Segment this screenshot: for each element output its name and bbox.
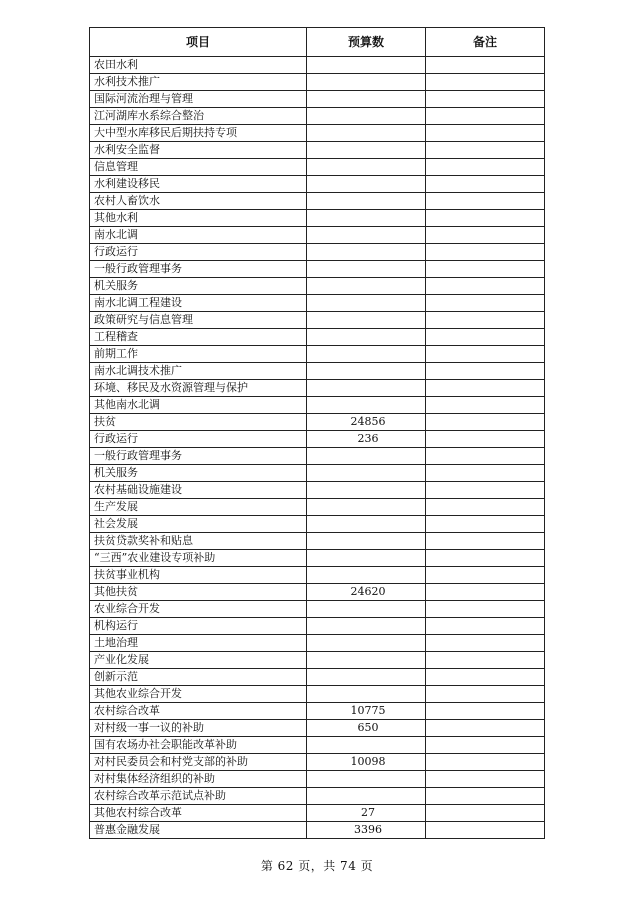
row-item: 农村基础设施建设 <box>90 482 307 499</box>
table-row <box>90 550 545 567</box>
row-item: 机构运行 <box>90 618 307 635</box>
row-item: 对村级一事一议的补助 <box>90 720 307 737</box>
row-budget <box>307 91 426 108</box>
table-row <box>90 567 545 584</box>
row-note <box>426 448 545 465</box>
row-item: 行政运行 <box>90 244 307 261</box>
table-row <box>90 193 545 210</box>
row-budget <box>307 788 426 805</box>
row-note <box>426 805 545 822</box>
row-note <box>426 482 545 499</box>
table-row <box>90 584 545 601</box>
row-item: 其他扶贫 <box>90 584 307 601</box>
row-item: 一般行政管理事务 <box>90 448 307 465</box>
table-row <box>90 533 545 550</box>
row-note <box>426 142 545 159</box>
row-budget: 24620 <box>307 584 426 601</box>
row-budget <box>307 346 426 363</box>
row-note <box>426 397 545 414</box>
row-item: 创新示范 <box>90 669 307 686</box>
row-note <box>426 703 545 720</box>
table-row <box>90 805 545 822</box>
table-row <box>90 227 545 244</box>
row-budget <box>307 125 426 142</box>
row-item: 对村集体经济组织的补助 <box>90 771 307 788</box>
budget-table <box>89 27 545 839</box>
row-note <box>426 261 545 278</box>
row-note <box>426 176 545 193</box>
table-row <box>90 142 545 159</box>
row-note <box>426 584 545 601</box>
row-budget <box>307 363 426 380</box>
row-note <box>426 329 545 346</box>
row-note <box>426 91 545 108</box>
row-note <box>426 108 545 125</box>
table-row <box>90 397 545 414</box>
header-item: 项目 <box>90 28 307 57</box>
row-note <box>426 312 545 329</box>
row-note <box>426 550 545 567</box>
table-row <box>90 601 545 618</box>
row-item: 机关服务 <box>90 278 307 295</box>
row-item: 国际河流治理与管理 <box>90 91 307 108</box>
table-row <box>90 312 545 329</box>
row-item: 农村综合改革示范试点补助 <box>90 788 307 805</box>
table-row <box>90 465 545 482</box>
table-row <box>90 363 545 380</box>
table-row <box>90 771 545 788</box>
row-item: 农田水利 <box>90 57 307 74</box>
row-budget: 24856 <box>307 414 426 431</box>
table-row <box>90 346 545 363</box>
row-note <box>426 669 545 686</box>
row-item: 机关服务 <box>90 465 307 482</box>
row-note <box>426 601 545 618</box>
table-row <box>90 159 545 176</box>
row-item: 扶贫贷款奖补和贴息 <box>90 533 307 550</box>
row-item: 南水北调 <box>90 227 307 244</box>
row-budget <box>307 108 426 125</box>
row-budget <box>307 652 426 669</box>
row-note <box>426 295 545 312</box>
row-item: 其他水利 <box>90 210 307 227</box>
row-item: 农业综合开发 <box>90 601 307 618</box>
row-item: 水利安全监督 <box>90 142 307 159</box>
row-note <box>426 244 545 261</box>
page-number: 第 62 页，共 74 页 <box>260 859 374 873</box>
table-row <box>90 261 545 278</box>
table-row <box>90 499 545 516</box>
row-budget <box>307 550 426 567</box>
table-row <box>90 210 545 227</box>
row-item: 土地治理 <box>90 635 307 652</box>
row-budget <box>307 533 426 550</box>
row-item: 其他南水北调 <box>90 397 307 414</box>
row-budget <box>307 74 426 91</box>
row-item: 水利技术推广 <box>90 74 307 91</box>
row-budget <box>307 669 426 686</box>
row-note <box>426 754 545 771</box>
table-row <box>90 686 545 703</box>
row-item: 普惠金融发展 <box>90 822 307 839</box>
table-row <box>90 652 545 669</box>
row-note <box>426 159 545 176</box>
table-row <box>90 448 545 465</box>
row-budget <box>307 312 426 329</box>
table-row <box>90 91 545 108</box>
row-note <box>426 788 545 805</box>
row-budget <box>307 567 426 584</box>
header-note: 备注 <box>426 28 545 57</box>
row-budget: 27 <box>307 805 426 822</box>
row-item: 对村民委员会和村党支部的补助 <box>90 754 307 771</box>
table-row <box>90 176 545 193</box>
row-budget <box>307 737 426 754</box>
row-note <box>426 465 545 482</box>
row-note <box>426 686 545 703</box>
row-budget: 236 <box>307 431 426 448</box>
row-item: 工程稽查 <box>90 329 307 346</box>
table-row <box>90 74 545 91</box>
row-note <box>426 652 545 669</box>
row-item: 环境、移民及水资源管理与保护 <box>90 380 307 397</box>
row-budget: 10098 <box>307 754 426 771</box>
row-note <box>426 771 545 788</box>
row-budget <box>307 295 426 312</box>
row-budget <box>307 380 426 397</box>
row-item: 国有农场办社会职能改革补助 <box>90 737 307 754</box>
row-item: 水利建设移民 <box>90 176 307 193</box>
row-item: 农村人畜饮水 <box>90 193 307 210</box>
row-item: 信息管理 <box>90 159 307 176</box>
row-budget <box>307 516 426 533</box>
row-note <box>426 533 545 550</box>
table-row <box>90 125 545 142</box>
row-budget <box>307 448 426 465</box>
row-budget: 10775 <box>307 703 426 720</box>
row-note <box>426 431 545 448</box>
row-item: 大中型水库移民后期扶持专项 <box>90 125 307 142</box>
row-note <box>426 125 545 142</box>
row-item: 前期工作 <box>90 346 307 363</box>
row-budget <box>307 499 426 516</box>
row-note <box>426 822 545 839</box>
row-budget: 650 <box>307 720 426 737</box>
row-note <box>426 346 545 363</box>
table-header-row <box>90 28 545 57</box>
table-body <box>90 57 545 839</box>
row-budget <box>307 635 426 652</box>
row-item: 扶贫 <box>90 414 307 431</box>
table-row <box>90 414 545 431</box>
row-budget <box>307 244 426 261</box>
table-row <box>90 431 545 448</box>
table-row <box>90 329 545 346</box>
row-note <box>426 618 545 635</box>
row-budget <box>307 686 426 703</box>
row-item: 产业化发展 <box>90 652 307 669</box>
row-note <box>426 635 545 652</box>
row-note <box>426 278 545 295</box>
row-item: 江河湖库水系综合整治 <box>90 108 307 125</box>
row-budget <box>307 278 426 295</box>
table-row <box>90 754 545 771</box>
table-row <box>90 635 545 652</box>
row-note <box>426 363 545 380</box>
row-item: 一般行政管理事务 <box>90 261 307 278</box>
row-budget <box>307 193 426 210</box>
row-item: 扶贫事业机构 <box>90 567 307 584</box>
table-row <box>90 669 545 686</box>
row-budget <box>307 261 426 278</box>
header-budget: 预算数 <box>307 28 426 57</box>
row-budget <box>307 397 426 414</box>
table-row <box>90 516 545 533</box>
row-note <box>426 57 545 74</box>
row-note <box>426 210 545 227</box>
row-note <box>426 720 545 737</box>
table-row <box>90 244 545 261</box>
row-note <box>426 516 545 533</box>
row-budget <box>307 227 426 244</box>
table-row <box>90 737 545 754</box>
row-note <box>426 380 545 397</box>
row-budget <box>307 618 426 635</box>
table-row <box>90 482 545 499</box>
row-item: 农村综合改革 <box>90 703 307 720</box>
row-note <box>426 74 545 91</box>
row-item: “三西”农业建设专项补助 <box>90 550 307 567</box>
row-budget <box>307 482 426 499</box>
row-budget: 3396 <box>307 822 426 839</box>
table-row <box>90 57 545 74</box>
table-row <box>90 720 545 737</box>
table-row <box>90 108 545 125</box>
table-row <box>90 788 545 805</box>
row-budget <box>307 210 426 227</box>
row-note <box>426 567 545 584</box>
table-row <box>90 278 545 295</box>
table-row <box>90 822 545 839</box>
row-item: 其他农业综合开发 <box>90 686 307 703</box>
row-item: 社会发展 <box>90 516 307 533</box>
row-budget <box>307 176 426 193</box>
row-item: 南水北调技术推广 <box>90 363 307 380</box>
row-budget <box>307 465 426 482</box>
row-budget <box>307 329 426 346</box>
table-row <box>90 618 545 635</box>
row-note <box>426 414 545 431</box>
table-row <box>90 703 545 720</box>
table-row <box>90 380 545 397</box>
row-note <box>426 227 545 244</box>
row-note <box>426 193 545 210</box>
row-budget <box>307 771 426 788</box>
row-note <box>426 499 545 516</box>
row-item: 行政运行 <box>90 431 307 448</box>
row-item: 政策研究与信息管理 <box>90 312 307 329</box>
row-budget <box>307 601 426 618</box>
row-item: 生产发展 <box>90 499 307 516</box>
table-row <box>90 295 545 312</box>
row-item: 其他农村综合改革 <box>90 805 307 822</box>
row-budget <box>307 142 426 159</box>
row-budget <box>307 57 426 74</box>
row-item: 南水北调工程建设 <box>90 295 307 312</box>
row-note <box>426 737 545 754</box>
row-budget <box>307 159 426 176</box>
